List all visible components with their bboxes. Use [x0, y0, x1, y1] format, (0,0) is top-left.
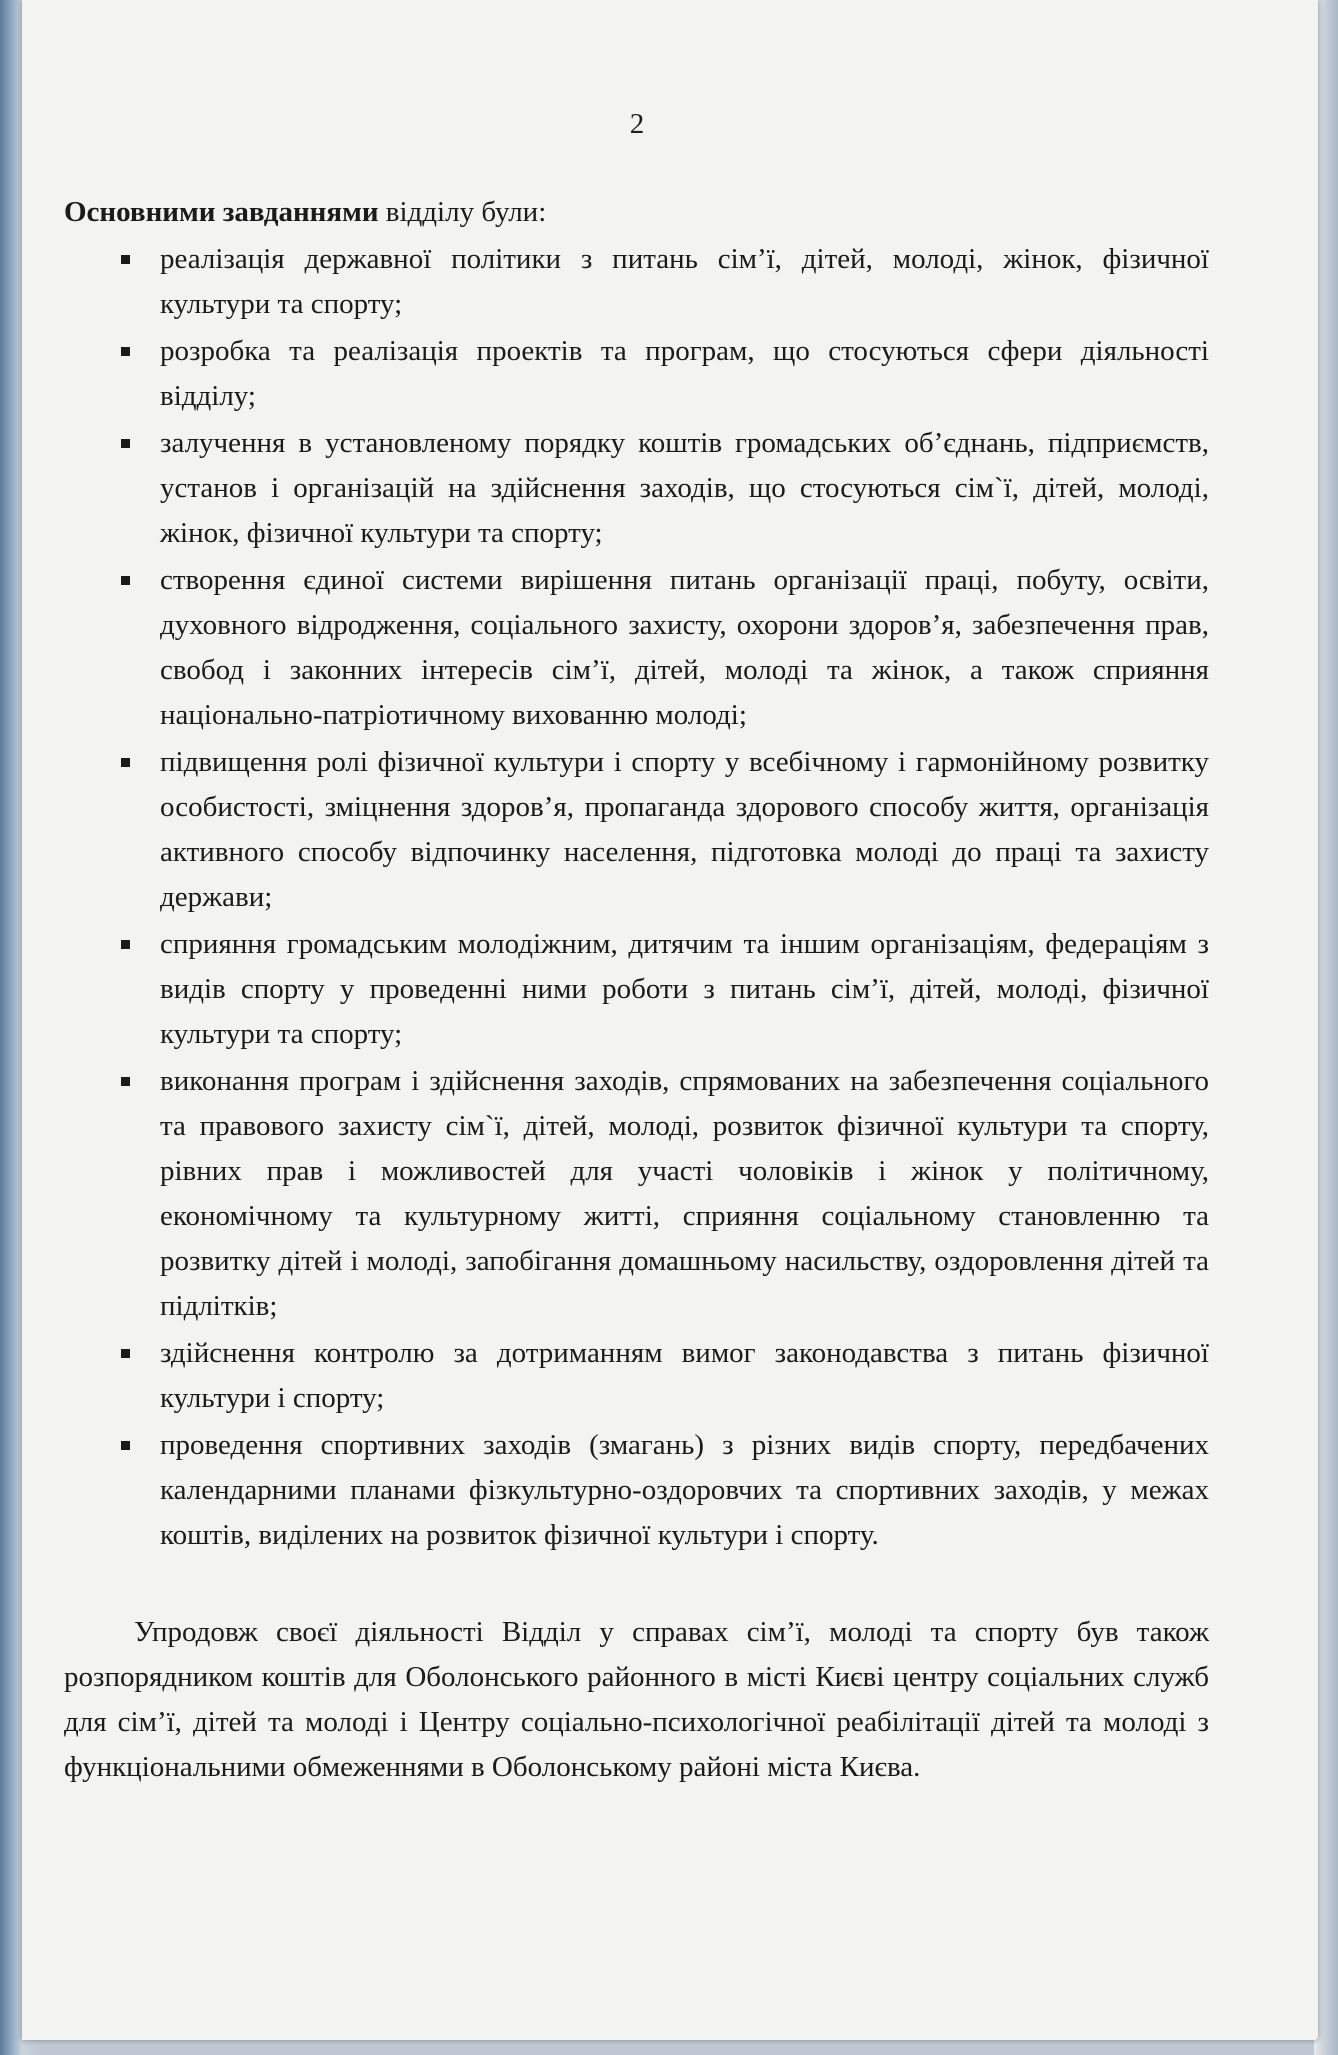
- closing-paragraph: Упродовж своєї діяльності Відділ у справах сім’ї, молоді та спорту був також розпорядником коштів для Оболонського районного в місті Києві центру соціальних служб для сім’ї, дітей та молоді і Центру соціально-психологічної реабілітації дітей та молоді з функціональними обмеженнями в Оболонському районі міста Києва.: [64, 1616, 1209, 1783]
- bullet-square-icon: [121, 439, 130, 448]
- document-body: [64, 190, 1209, 1819]
- list-item: [64, 421, 1209, 556]
- task-text: проведення спортивних заходів (змагань) з різних видів спорту, передбачених календарними планами фізкультурно-оздоровчих та спортивних заходів, у межах коштів, виділених на розвиток фізичної культури і спорту.: [160, 1429, 1209, 1551]
- bullet-square-icon: [121, 1077, 130, 1086]
- bullet-square-icon: [121, 347, 130, 356]
- bullet-square-icon: [121, 1441, 130, 1450]
- list-item: [64, 329, 1209, 419]
- list-item: [64, 558, 1209, 738]
- tasks-list: [64, 237, 1209, 1558]
- bullet-square-icon: [121, 1349, 130, 1358]
- task-text: розробка та реалізація проектів та програм, що стосуються сфери діяльності відділу;: [160, 335, 1209, 412]
- task-text: підвищення ролі фізичної культури і спорту у всебічному і гармонійному розвитку особистості, зміцнення здоров’я, пропаганда здорового способу життя, організація активного способу відпочинку населення, підготовка молоді до праці та захисту держави;: [160, 746, 1209, 913]
- task-text: залучення в установленому порядку коштів громадських об’єднань, підприємств, установ і організацій на здійснення заходів, що стосуються сім`ї, дітей, молоді, жінок, фізичної культури та спорту;: [160, 427, 1209, 549]
- list-item: [64, 237, 1209, 327]
- bullet-square-icon: [121, 576, 130, 585]
- intro-rest: відділу були:: [378, 196, 547, 228]
- task-text: сприяння громадським молодіжним, дитячим та іншим організаціям, федераціям з видів спорту у проведенні ними роботи з питань сім’ї, дітей, молоді, фізичної культури та спорту;: [160, 928, 1209, 1050]
- task-text: здійснення контролю за дотриманням вимог законодавства з питань фізичної культури і спорту;: [160, 1337, 1209, 1414]
- list-item: [64, 1423, 1209, 1558]
- task-text: створення єдиної системи вирішення питань організації праці, побуту, освіти, духовного відродження, соціального захисту, охорони здоров’я, забезпечення прав, свобод і законних інтересів сім’ї, дітей, молоді та жінок, а також сприяння національно-патріотичному вихованню молоді;: [160, 564, 1209, 731]
- bullet-square-icon: [121, 255, 130, 264]
- task-text: реалізація державної політики з питань сім’ї, дітей, молоді, жінок, фізичної культури та спорту;: [160, 243, 1209, 320]
- list-item: [64, 922, 1209, 1057]
- bullet-square-icon: [121, 758, 130, 767]
- list-item: [64, 1331, 1209, 1421]
- bullet-square-icon: [121, 940, 130, 949]
- task-text: виконання програм і здійснення заходів, спрямованих на забезпечення соціального та правового захисту сім`ї, дітей, молоді, розвиток фізичної культури та спорту, рівних прав і можливостей для участі чоловіків і жінок у політичному, економічному та культурному житті, сприяння соціальному становленню та розвитку дітей і молоді, запобігання домашньому насильству, оздоровлення дітей та підлітків;: [160, 1065, 1209, 1322]
- document-page: [22, 0, 1318, 2040]
- page-number: 2: [629, 108, 645, 140]
- list-item: [64, 740, 1209, 920]
- list-item: [64, 1059, 1209, 1329]
- intro-paragraph: [64, 190, 1209, 235]
- intro-bold-lead: Основними завданнями: [64, 196, 379, 228]
